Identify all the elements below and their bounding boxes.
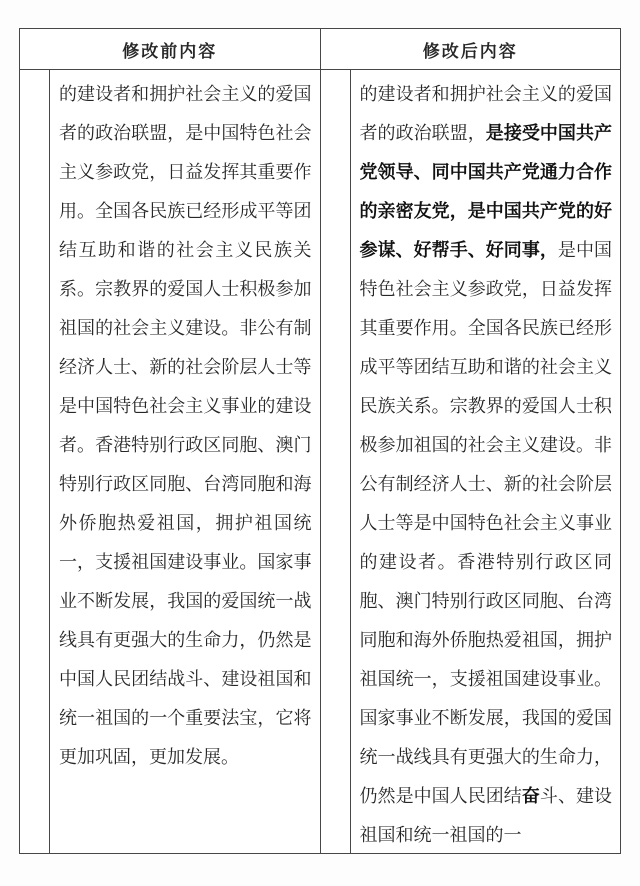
before-paragraph: 的建设者和拥护社会主义的爱国者的政治联盟，是中国特色社会主义参政党，日益发挥其重要作用。全国各民族已经形成平等团结互助和谐的社会主义民族关系。宗教界的爱国人士积极参加祖国的社会主义建设。非公有制经济人士、新的社会阶层人士等是中国特色社会主义事业的建设者。香港特别行政区同胞、澳门特别行政区同胞、台湾同胞和海外侨胞热爱祖国，拥护祖国统一，支援祖国建设事业。国家事业不断发展，我国的爱国统一战线具有更强大的生命力，仍然是中国人民团结战斗、建设祖国和统一祖国的一个重要法宝，它将更加巩固，更加发展。 [59, 84, 312, 767]
comparison-table [19, 28, 621, 854]
after-gutter-cell [321, 70, 351, 853]
before-column [20, 70, 321, 853]
header-cell-after: 修改后内容 [320, 29, 621, 69]
before-content-cell [50, 70, 320, 853]
content-row [20, 70, 620, 853]
after-content-cell [351, 70, 621, 853]
header-row [20, 29, 620, 70]
header-cell-before: 修改前内容 [122, 41, 218, 61]
before-gutter-cell [20, 70, 50, 853]
after-paragraph: 的建设者和拥护社会主义的爱国者的政治联盟，是接受中国共产党领导、同中国共产党通力合作的亲密友党，是中国共产党的好参谋、好帮手、好同事，是中国特色社会主义参政党，日益发挥其重要作用。全国各民族已经形成平等团结互助和谐的社会主义民族关系。宗教界的爱国人士积极参加祖国的社会主义建设。非公有制经济人士、新的社会阶层人士等是中国特色社会主义事业的建设者。香港特别行政区同胞、澳门特别行政区同胞、台湾同胞和海外侨胞热爱祖国，拥护祖国统一，支援祖国建设事业。国家事业不断发展，我国的爱国统一战线具有更强大的生命力，仍然是中国人民团结奋斗、建设祖国和统一祖国的一 [359, 84, 613, 845]
after-column [321, 70, 621, 853]
